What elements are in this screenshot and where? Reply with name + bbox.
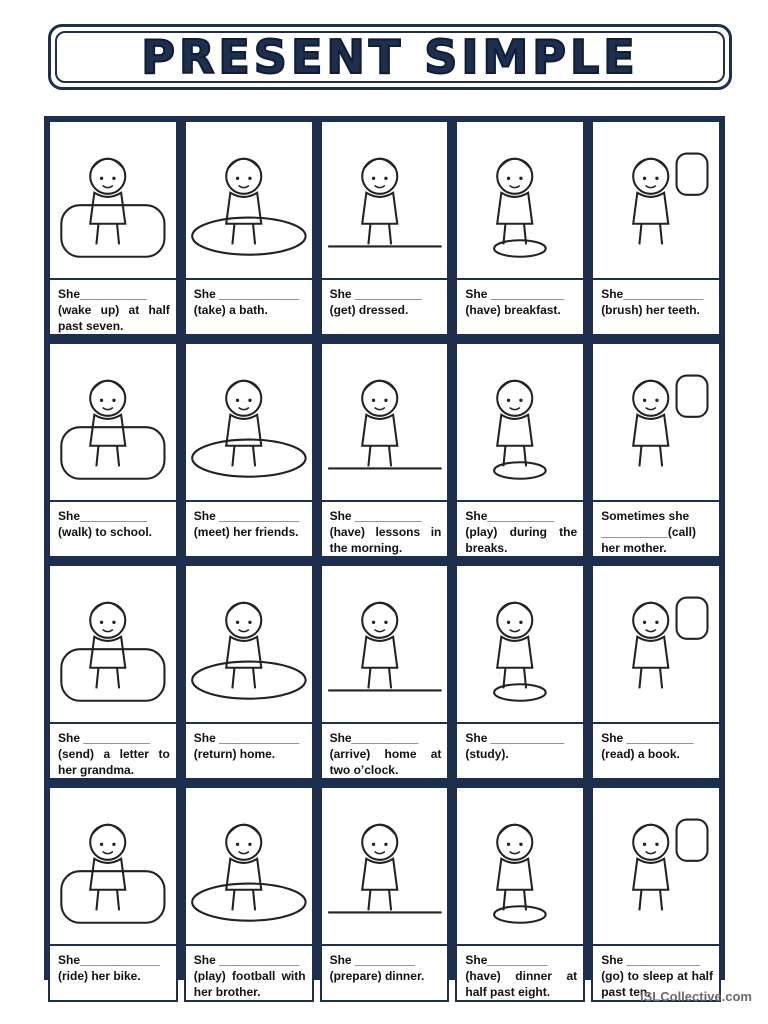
caption-line-2: (have) lessons in the morning.: [329, 525, 442, 555]
caption-line-1: She _________: [329, 953, 415, 967]
title-banner: [48, 24, 732, 90]
caption-line-1: She__________: [58, 509, 147, 523]
worksheet-card: [48, 342, 178, 558]
card-caption: [50, 946, 176, 1000]
caption-line-1: She__________: [329, 731, 419, 745]
girls-meeting-friends-icon: [186, 344, 312, 500]
worksheet-card: [455, 786, 585, 1002]
worksheet-card: [320, 564, 450, 780]
girl-posting-letter-icon: [50, 566, 176, 722]
worksheet-card: [320, 120, 450, 336]
caption-line-1: She__________: [465, 509, 555, 523]
girl-getting-dressed-icon: [322, 122, 448, 278]
worksheet-card: [184, 342, 314, 558]
caption-line-1: She ____________: [193, 509, 300, 523]
card-caption: [457, 280, 583, 334]
card-caption: [322, 724, 448, 778]
card-caption: [322, 280, 448, 334]
caption-line-2: (prepare) dinner.: [329, 969, 425, 983]
watermark-footer: iSLCollective.com: [640, 989, 752, 1004]
girl-returning-home-icon: [186, 566, 312, 722]
caption-line-2: (have) breakfast.: [465, 303, 561, 317]
girl-walking-to-school-icon: [50, 344, 176, 500]
card-caption: [457, 946, 583, 1000]
title-frame: [55, 31, 725, 83]
girl-sleeping-in-bed-icon: [50, 122, 176, 278]
girl-taking-bath-icon: [186, 122, 312, 278]
kids-playing-leapfrog-icon: [457, 344, 583, 500]
girl-studying-icon: [457, 566, 583, 722]
caption-line-1: She __________: [329, 287, 422, 301]
card-caption: [457, 724, 583, 778]
caption-line-1: She____________: [58, 953, 161, 967]
worksheet-card: [591, 120, 721, 336]
card-caption: [186, 724, 312, 778]
worksheet-card: [591, 564, 721, 780]
card-caption: [50, 724, 176, 778]
caption-line-2: (return) home.: [193, 747, 276, 761]
worksheet-card: [184, 564, 314, 780]
girl-on-telephone-icon: [593, 344, 719, 500]
girl-eating-breakfast-icon: [457, 122, 583, 278]
caption-line-1: She ___________: [465, 731, 565, 745]
card-caption: [186, 946, 312, 1000]
caption-line-1: She ____________: [193, 287, 300, 301]
caption-line-1: She ____________: [193, 731, 300, 745]
card-caption: [50, 502, 176, 556]
caption-line-2: (meet) her friends.: [193, 525, 299, 539]
worksheet-card: [455, 342, 585, 558]
caption-line-1: She____________: [601, 287, 704, 301]
caption-line-2: (play) football with her brother.: [193, 969, 306, 999]
worksheet-card: [48, 564, 178, 780]
caption-line-2: (arrive) home at two o’clock.: [329, 747, 442, 777]
caption-line-2: (go) to sleep at half past ten.: [601, 969, 713, 999]
caption-line-2: (play) during the breaks.: [465, 525, 578, 555]
caption-line-2: (take) a bath.: [193, 303, 268, 317]
girl-going-to-sleep-icon: [593, 788, 719, 944]
card-caption: [186, 502, 312, 556]
card-caption: [593, 280, 719, 334]
worksheet-card: [591, 786, 721, 1002]
girl-brushing-teeth-icon: [593, 122, 719, 278]
card-caption: [322, 946, 448, 1000]
caption-line-1: She__________: [58, 287, 147, 301]
worksheet-card: [184, 120, 314, 336]
caption-line-2: (walk) to school.: [58, 525, 153, 539]
worksheet-card: [320, 786, 450, 1002]
caption-line-1: She __________: [601, 731, 694, 745]
caption-line-2: (brush) her teeth.: [601, 303, 700, 317]
worksheet-card: [320, 342, 450, 558]
caption-line-1: She ___________: [465, 287, 565, 301]
caption-line-1: She __________: [329, 509, 422, 523]
card-caption: [593, 724, 719, 778]
caption-line-1: She_________: [465, 953, 548, 967]
worksheet-card: [48, 786, 178, 1002]
worksheet-card: [455, 564, 585, 780]
caption-line-2: (ride) her bike.: [58, 969, 141, 983]
caption-line-2: (get) dressed.: [329, 303, 409, 317]
card-caption: [593, 502, 719, 556]
girl-at-window-icon: [322, 566, 448, 722]
worksheet-card: [591, 342, 721, 558]
card-caption: [322, 502, 448, 556]
caption-line-2: (have) dinner at half past eight.: [465, 969, 578, 999]
caption-line-1: She ___________: [601, 953, 700, 967]
card-grid: [48, 120, 721, 999]
caption-line-1: She __________: [58, 731, 151, 745]
girl-at-school-desk-icon: [322, 344, 448, 500]
worksheet-card: [455, 120, 585, 336]
caption-line-2: (wake up) at half past seven.: [58, 303, 170, 333]
card-caption: [457, 502, 583, 556]
card-caption: [50, 280, 176, 334]
girl-reading-book-icon: [593, 566, 719, 722]
page-title: PRESENT SIMPLE: [141, 30, 639, 84]
worksheet-card: [48, 120, 178, 336]
caption-line-1: Sometimes she: [601, 509, 690, 523]
worksheet-card: [184, 786, 314, 1002]
card-caption: [186, 280, 312, 334]
caption-line-2: (send) a letter to her grandma.: [58, 747, 170, 777]
girl-playing-football-icon: [186, 788, 312, 944]
girl-cooking-dinner-icon: [322, 788, 448, 944]
caption-line-1: She ____________: [193, 953, 300, 967]
girl-eating-dinner-icon: [457, 788, 583, 944]
caption-line-2: (read) a book.: [601, 747, 680, 761]
girl-riding-bike-icon: [50, 788, 176, 944]
caption-line-2: __________(call) her mother.: [601, 525, 696, 555]
caption-line-2: (study).: [465, 747, 509, 761]
